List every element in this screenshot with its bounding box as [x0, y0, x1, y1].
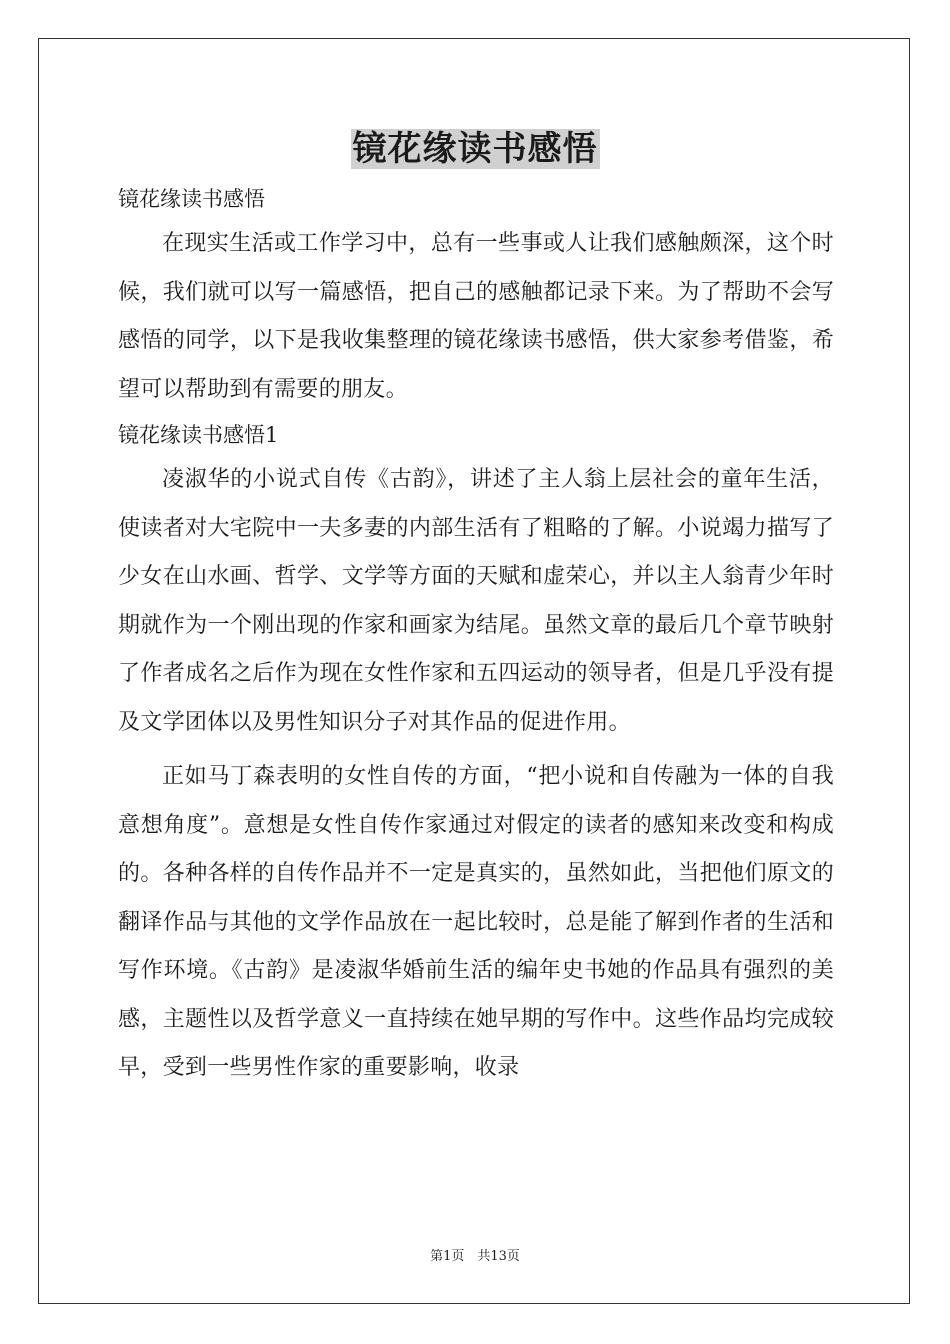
page-footer [0, 1248, 950, 1266]
intro-paragraph: 在现实生活或工作学习中，总有一些事或人让我们感触颇深，这个时候，我们就可以写一篇感悟，把自己的感触都记录下来。为了帮助不会写感悟的同学，以下是我收集整理的镜花缘读书感悟，供大家参考借鉴，希望可以帮助到有需要的朋友。 [118, 231, 834, 402]
body-paragraph-1: 凌淑华的小说式自传《古韵》，讲述了主人翁上层社会的童年生活，使读者对大宅院中一夫多妻的内部生活有了粗略的了解。小说竭力描写了少女在山水画、哲学、文学等方面的天赋和虚荣心，并以主人翁青少年时期就作为一个刚出现的作家和画家为结尾。虽然文章的最后几个章节映射了作者成名之后作为现在女性作家和五四运动的领导者，但是几乎没有提及文学团体以及男性知识分子对其作品的促进作用。 [118, 467, 834, 735]
document-title [0, 126, 950, 172]
document-title-text: 镜花缘读书感悟 [352, 129, 598, 169]
intro-heading: 镜花缘读书感悟 [118, 187, 265, 211]
document-body [118, 178, 834, 1093]
section-heading: 镜花缘读书感悟1 [118, 423, 279, 447]
body-paragraph-2: 正如马丁森表明的女性自传的方面，“把小说和自传融为一体的自我意想角度”。意想是女性自传作家通过对假定的读者的感知来改变和构成的。各种各样的自传作品并不一定是真实的，虽然如此，当把他们原文的翻译作品与其他的文学作品放在一起比较时，总是能了解到作者的生活和写作环境。《古韵》是凌淑华婚前生活的编年史书她的作品具有强烈的美感，主题性以及哲学意义一直持续在她早期的写作中。这些作品均完成较早，受到一些男性作家的重要影响，收录 [118, 764, 834, 1080]
page-number: 第1页 共13页 [430, 1249, 520, 1264]
